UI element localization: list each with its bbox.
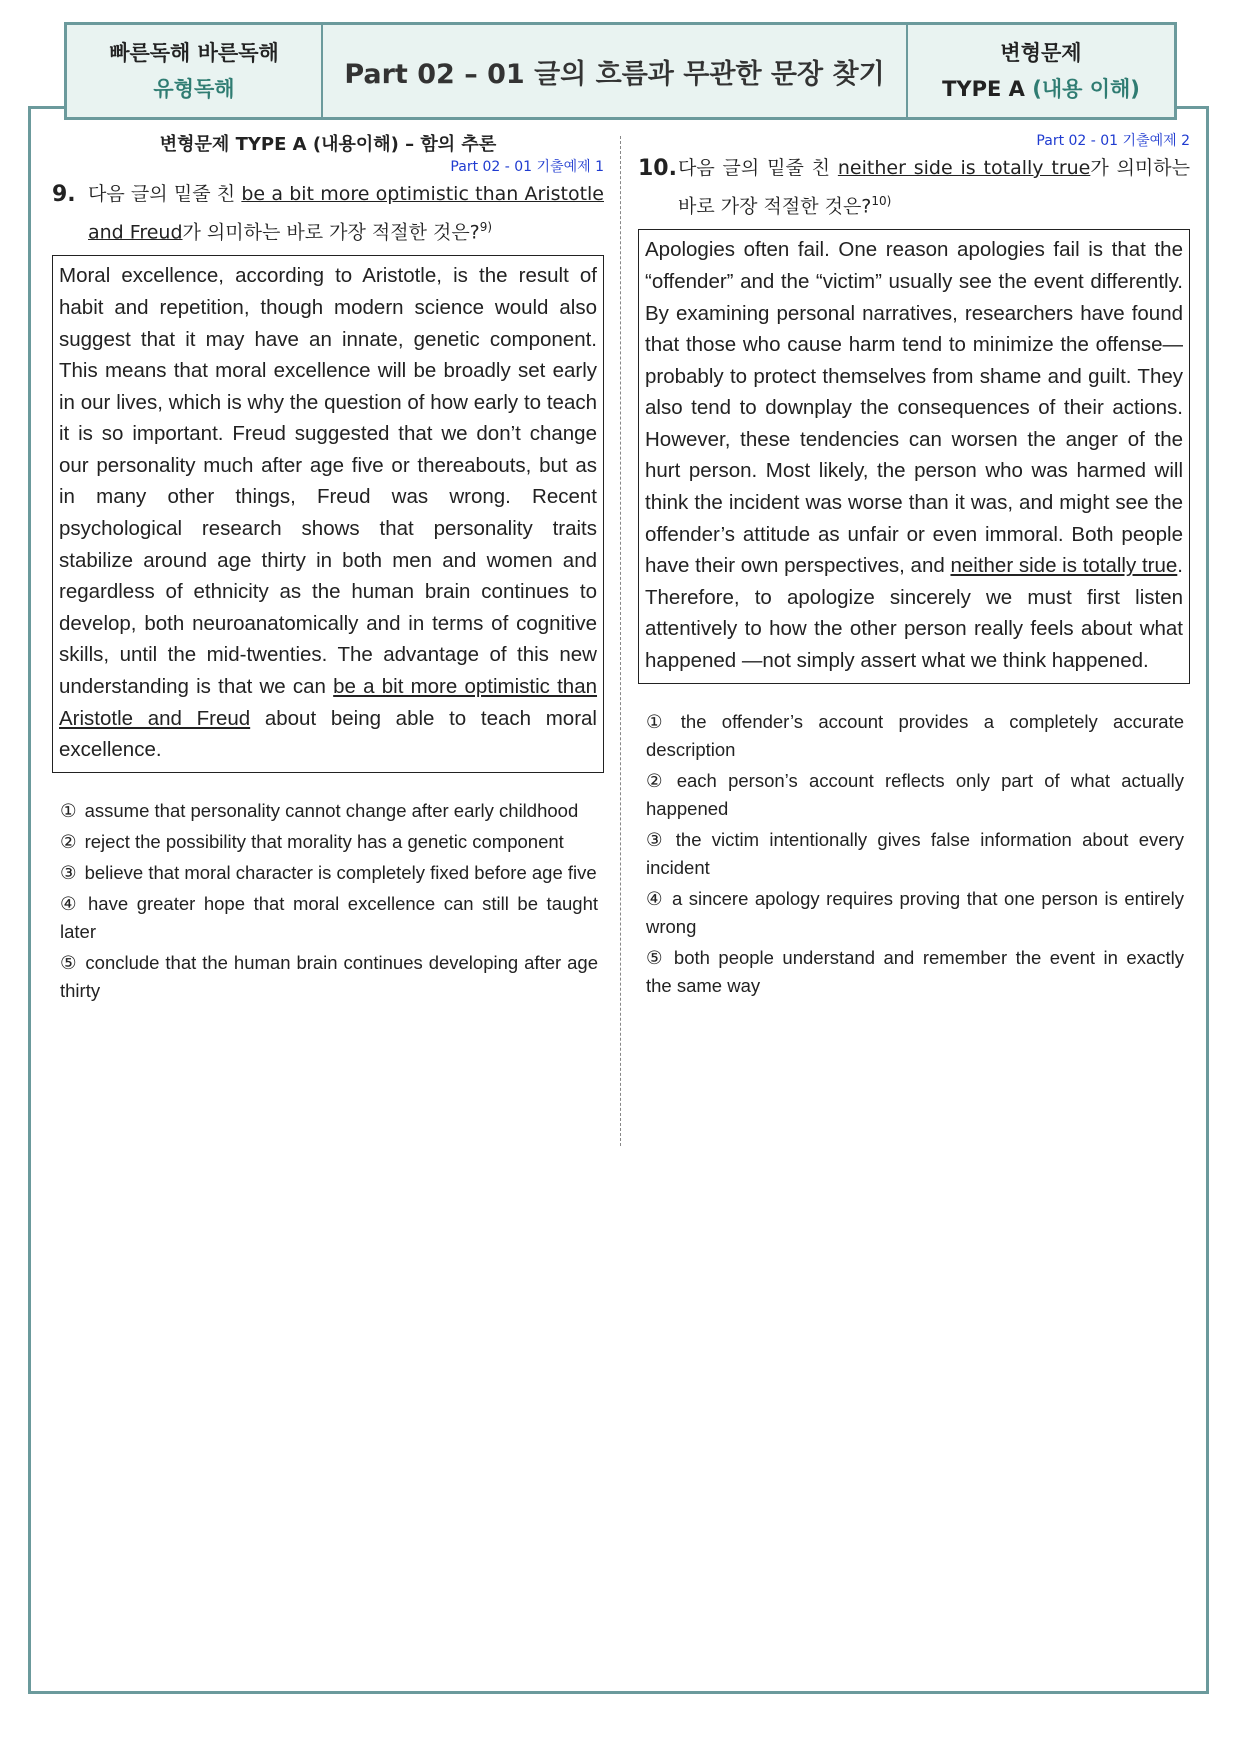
- section-title: 변형문제 TYPE A (내용이해) – 함의 추론: [159, 134, 497, 155]
- footnote-marker: 10): [871, 194, 892, 208]
- answer-choice[interactable]: [646, 944, 1184, 1000]
- answer-choices: [638, 708, 1190, 1000]
- answer-choice[interactable]: [60, 890, 598, 946]
- type-label: 변형문제: [1000, 41, 1082, 65]
- question-9: [52, 178, 604, 249]
- passage-underlined: neither side is totally true: [950, 554, 1178, 578]
- answer-choice[interactable]: [646, 826, 1184, 882]
- choice-text: assume that personality cannot change after early childhood: [84, 799, 579, 821]
- prompt-text: 다음 글의 밑줄 친: [88, 183, 242, 205]
- footnote-marker: 9): [479, 220, 493, 234]
- header-title-cell: [323, 25, 908, 117]
- choice-number: ④: [646, 887, 664, 909]
- source-reference: Part 02 - 01 기출예제 1: [450, 159, 604, 175]
- passage-box: [638, 229, 1190, 683]
- column-divider: [620, 136, 621, 1146]
- choice-text: the victim intentionally gives false information about every incident: [646, 828, 1184, 878]
- prompt-text: 다음 글의 밑줄 친: [678, 157, 838, 179]
- answer-choice[interactable]: [646, 767, 1184, 823]
- choice-number: ①: [646, 710, 673, 732]
- source-reference: Part 02 - 01 기출예제 2: [1036, 133, 1190, 149]
- type-name: [942, 71, 1140, 107]
- choice-number: ①: [60, 799, 77, 821]
- page-title: Part 02 – 01 글의 흐름과 무관한 문장 찾기: [344, 58, 885, 90]
- right-column: [638, 130, 1190, 1003]
- choice-text: conclude that the human brain continues developing after age thirty: [60, 951, 598, 1001]
- choice-number: ②: [646, 769, 669, 791]
- answer-choice[interactable]: [60, 949, 598, 1005]
- header-right: [908, 25, 1174, 117]
- choice-text: reject the possibility that morality has a genetic component: [84, 830, 564, 852]
- question-number: 9.: [52, 182, 76, 207]
- answer-choices: [52, 797, 604, 1005]
- type-code: TYPE A: [942, 77, 1033, 101]
- header-left: [67, 25, 323, 117]
- choice-text: both people understand and remember the event in exactly the same way: [646, 946, 1184, 996]
- choice-number: ③: [646, 828, 668, 850]
- prompt-text-end: 가 의미하는 바로 가장 적절한 것은?: [182, 221, 480, 244]
- choice-number: ③: [60, 861, 77, 883]
- question-10: [638, 152, 1190, 223]
- page-header: [64, 22, 1177, 120]
- type-accent: (내용 이해): [1032, 77, 1140, 101]
- choice-number: ④: [60, 892, 81, 914]
- choice-number: ⑤: [60, 951, 78, 973]
- choice-text: have greater hope that moral excellence can still be taught later: [60, 892, 598, 942]
- answer-choice[interactable]: [60, 828, 598, 856]
- choice-number: ②: [60, 830, 77, 852]
- passage-text-end: about being able to teach moral excellence.: [59, 706, 597, 762]
- left-column: [52, 130, 604, 1008]
- question-number: 10.: [638, 156, 677, 181]
- answer-choice[interactable]: [646, 708, 1184, 764]
- question-prompt: [88, 178, 604, 249]
- series-title: 빠른독해 바른독해: [109, 41, 279, 65]
- passage-text-end: . Therefore, to apologize sincerely we must first listen attentively to how the other person really feels about what happened —not simply assert what we think happened.: [645, 554, 1183, 673]
- passage-text: Apologies often fail. One reason apologies fail is that the “offender” and the “victim” usually see the event differently. By examining personal narratives, researchers have found that those who cause harm tend to minimize the offense—probably to protect themselves from shame and guilt. They also tend to downplay the consequences of their actions. However, these tendencies can worsen the anger of the hurt person. Most likely, the person who was harmed will think the incident was worse than it was, and might see the offender’s attitude as unfair or even immoral. Both people have their own perspectives, and: [645, 238, 1183, 578]
- prompt-underlined: neither side is totally true: [837, 157, 1091, 179]
- answer-choice[interactable]: [60, 859, 598, 887]
- choice-text: a sincere apology requires proving that one person is entirely wrong: [646, 887, 1184, 937]
- prompt-underlined: be a bit more optimistic than Aristotle and Freud: [88, 183, 604, 244]
- passage-text: Moral excellence, according to Aristotle, is the result of habit and repetition, though modern science would also suggest that it may have an innate, genetic component. This means that moral excellence will be broadly set early in our lives, which is why the question of how early to teach it is so important. Freud suggested that we don’t change our personality much after age five or thereabouts, but as in many other things, Freud was wrong. Recent psychological research shows that personality traits stabilize around age thirty in both men and women and regardless of ethnicity as the human brain continues to develop, both neuroanatomically and in terms of cognitive skills, until the mid-twenties. The advantage of this new understanding is that we can: [59, 264, 597, 699]
- choice-text: the offender’s account provides a completely accurate description: [646, 710, 1184, 760]
- series-subtitle: 유형독해: [153, 77, 235, 101]
- choice-text: believe that moral character is completely fixed before age five: [84, 861, 597, 883]
- choice-text: each person’s account reflects only part of what actually happened: [646, 769, 1184, 819]
- prompt-text-end: 가 의미하는 바로 가장 적절한 것은?: [678, 157, 1190, 218]
- choice-number: ⑤: [646, 946, 666, 968]
- answer-choice[interactable]: [646, 885, 1184, 941]
- answer-choice[interactable]: [60, 797, 598, 825]
- passage-box: [52, 255, 604, 773]
- passage-underlined: be a bit more optimistic than Aristotle and Freud: [59, 675, 598, 730]
- question-prompt: [678, 152, 1190, 223]
